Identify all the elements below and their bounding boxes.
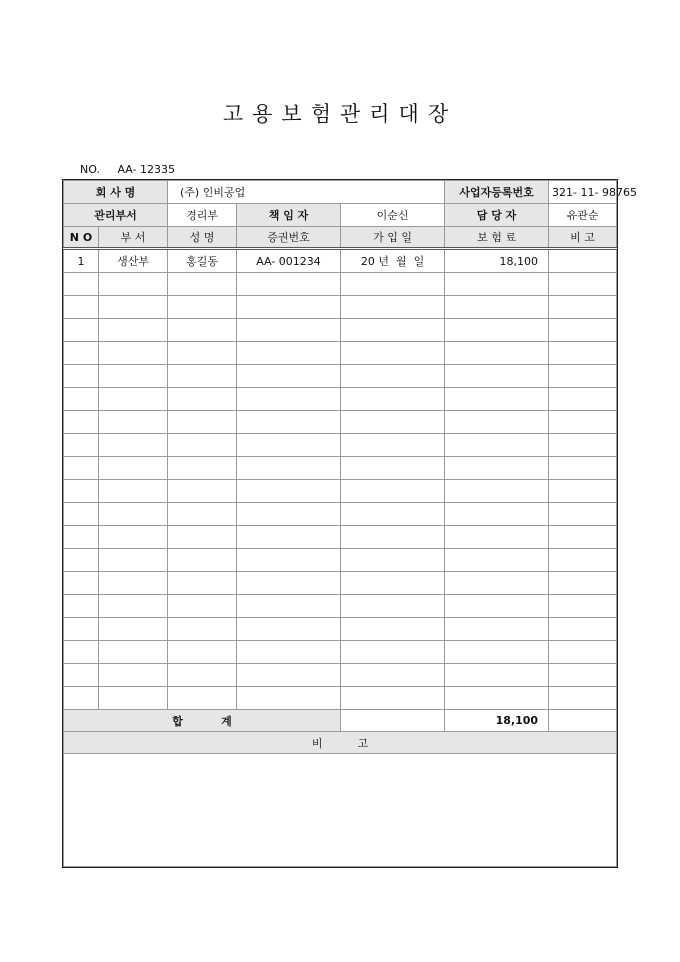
department-row (64, 204, 617, 227)
empty-cell (445, 434, 549, 457)
empty-cell (549, 549, 617, 572)
cell-date: 20 년 월 일 (341, 249, 445, 273)
empty-cell (64, 319, 99, 342)
total-label: 합 계 (64, 710, 341, 732)
cell-note (549, 249, 617, 273)
total-amount: 18,100 (445, 710, 549, 732)
empty-cell (168, 549, 237, 572)
empty-cell (445, 411, 549, 434)
company-label: 회 사 명 (64, 181, 168, 204)
column-header: 부 서 (99, 227, 168, 249)
empty-cell (64, 595, 99, 618)
empty-table-row (64, 572, 617, 595)
column-header-row (64, 227, 617, 249)
empty-cell (549, 503, 617, 526)
remarks-label: 비 고 (64, 732, 617, 754)
empty-cell (445, 687, 549, 710)
empty-cell (341, 503, 445, 526)
document-number (80, 163, 189, 176)
cell-policy: AA- 001234 (237, 249, 341, 273)
doc-no-label: NO. (80, 163, 100, 176)
staff-value: 유관순 (549, 204, 617, 227)
empty-cell (549, 641, 617, 664)
empty-cell (341, 388, 445, 411)
empty-cell (341, 618, 445, 641)
cell-no: 1 (64, 249, 99, 273)
empty-cell (237, 503, 341, 526)
empty-cell (237, 549, 341, 572)
empty-cell (237, 572, 341, 595)
empty-cell (237, 618, 341, 641)
empty-cell (237, 388, 341, 411)
empty-cell (64, 273, 99, 296)
empty-cell (64, 641, 99, 664)
empty-cell (64, 687, 99, 710)
empty-cell (237, 457, 341, 480)
empty-table-row (64, 480, 617, 503)
empty-cell (64, 526, 99, 549)
empty-cell (237, 480, 341, 503)
empty-cell (99, 664, 168, 687)
empty-cell (99, 319, 168, 342)
empty-cell (341, 273, 445, 296)
empty-cell (99, 526, 168, 549)
column-header: 가 입 일 (341, 227, 445, 249)
empty-cell (549, 365, 617, 388)
empty-cell (341, 434, 445, 457)
empty-table-row (64, 457, 617, 480)
empty-cell (237, 273, 341, 296)
cell-premium: 18,100 (445, 249, 549, 273)
empty-cell (237, 526, 341, 549)
empty-cell (549, 664, 617, 687)
empty-table-row (64, 641, 617, 664)
empty-cell (64, 480, 99, 503)
empty-cell (99, 457, 168, 480)
empty-cell (168, 526, 237, 549)
empty-cell (168, 388, 237, 411)
empty-cell (99, 641, 168, 664)
company-row (64, 181, 617, 204)
empty-cell (64, 503, 99, 526)
empty-cell (549, 480, 617, 503)
empty-cell (445, 618, 549, 641)
empty-cell (168, 411, 237, 434)
empty-cell (237, 664, 341, 687)
empty-table-row (64, 664, 617, 687)
empty-cell (445, 296, 549, 319)
empty-cell (549, 319, 617, 342)
total-blank (341, 710, 445, 732)
empty-cell (99, 296, 168, 319)
empty-cell (168, 687, 237, 710)
empty-cell (64, 664, 99, 687)
empty-cell (549, 411, 617, 434)
empty-cell (341, 572, 445, 595)
empty-cell (445, 641, 549, 664)
empty-cell (237, 595, 341, 618)
empty-cell (445, 388, 549, 411)
remarks-header-row (64, 732, 617, 754)
empty-cell (168, 319, 237, 342)
total-row (64, 710, 617, 732)
empty-cell (99, 411, 168, 434)
insurance-ledger-table (63, 180, 637, 867)
empty-cell (168, 572, 237, 595)
remarks-row (64, 754, 617, 867)
empty-cell (549, 618, 617, 641)
empty-cell (99, 595, 168, 618)
column-header: 비 고 (549, 227, 617, 249)
empty-table-row (64, 687, 617, 710)
empty-cell (549, 273, 617, 296)
empty-cell (341, 365, 445, 388)
empty-cell (99, 480, 168, 503)
empty-cell (341, 319, 445, 342)
empty-cell (445, 457, 549, 480)
column-header: 증권번호 (237, 227, 341, 249)
empty-cell (549, 595, 617, 618)
empty-cell (168, 434, 237, 457)
department-label: 관리부서 (64, 204, 168, 227)
empty-cell (445, 365, 549, 388)
empty-cell (99, 687, 168, 710)
empty-cell (64, 388, 99, 411)
empty-cell (64, 572, 99, 595)
column-header: 성 명 (168, 227, 237, 249)
empty-cell (64, 296, 99, 319)
column-header: N O (64, 227, 99, 249)
empty-cell (341, 549, 445, 572)
empty-cell (445, 480, 549, 503)
empty-table-row (64, 342, 617, 365)
empty-cell (168, 342, 237, 365)
empty-cell (549, 296, 617, 319)
manager-label: 책 임 자 (237, 204, 341, 227)
empty-cell (445, 664, 549, 687)
empty-cell (99, 549, 168, 572)
empty-table-row (64, 595, 617, 618)
empty-cell (64, 342, 99, 365)
empty-cell (341, 342, 445, 365)
empty-cell (99, 434, 168, 457)
empty-cell (549, 342, 617, 365)
empty-cell (168, 457, 237, 480)
empty-table-row (64, 549, 617, 572)
empty-cell (445, 595, 549, 618)
empty-cell (99, 503, 168, 526)
empty-cell (99, 342, 168, 365)
department-value: 경리부 (168, 204, 237, 227)
registration-value: 321- 11- 98765 (549, 181, 617, 204)
total-note (549, 710, 617, 732)
empty-cell (64, 411, 99, 434)
doc-no-value: AA- 12335 (117, 163, 176, 176)
empty-cell (445, 503, 549, 526)
empty-cell (341, 480, 445, 503)
empty-cell (549, 687, 617, 710)
empty-cell (341, 526, 445, 549)
column-header: 보 험 료 (445, 227, 549, 249)
empty-cell (237, 687, 341, 710)
empty-cell (64, 549, 99, 572)
empty-cell (168, 365, 237, 388)
empty-cell (168, 641, 237, 664)
empty-cell (64, 434, 99, 457)
company-value: (주) 인비공업 (168, 181, 445, 204)
empty-cell (64, 618, 99, 641)
empty-table-row (64, 503, 617, 526)
empty-cell (341, 595, 445, 618)
empty-table-row (64, 411, 617, 434)
empty-table-row (64, 618, 617, 641)
empty-cell (99, 572, 168, 595)
staff-label: 담 당 자 (445, 204, 549, 227)
empty-table-row (64, 388, 617, 411)
empty-cell (341, 687, 445, 710)
empty-cell (168, 618, 237, 641)
empty-cell (549, 572, 617, 595)
empty-cell (549, 457, 617, 480)
empty-table-row (64, 434, 617, 457)
cell-dept: 생산부 (99, 249, 168, 273)
empty-cell (445, 526, 549, 549)
table-row (64, 249, 617, 273)
empty-cell (237, 296, 341, 319)
cell-name: 홍길동 (168, 249, 237, 273)
empty-cell (64, 457, 99, 480)
empty-cell (99, 388, 168, 411)
empty-cell (237, 434, 341, 457)
remarks-area[interactable] (64, 754, 617, 867)
empty-cell (64, 365, 99, 388)
empty-cell (168, 503, 237, 526)
document-title: 고용보험관리대장 (222, 102, 458, 126)
empty-cell (445, 549, 549, 572)
empty-cell (99, 273, 168, 296)
empty-cell (341, 664, 445, 687)
empty-cell (341, 411, 445, 434)
empty-cell (341, 641, 445, 664)
empty-cell (549, 434, 617, 457)
empty-table-row (64, 296, 617, 319)
empty-cell (168, 273, 237, 296)
empty-cell (168, 480, 237, 503)
empty-cell (237, 641, 341, 664)
empty-cell (237, 319, 341, 342)
empty-table-row (64, 365, 617, 388)
empty-cell (168, 664, 237, 687)
empty-cell (445, 319, 549, 342)
empty-cell (237, 342, 341, 365)
registration-label: 사업자등록번호 (445, 181, 549, 204)
empty-cell (549, 526, 617, 549)
empty-cell (445, 572, 549, 595)
empty-cell (168, 296, 237, 319)
empty-cell (99, 365, 168, 388)
empty-cell (549, 388, 617, 411)
manager-value: 이순신 (341, 204, 445, 227)
empty-table-row (64, 273, 617, 296)
empty-cell (445, 273, 549, 296)
empty-cell (341, 296, 445, 319)
empty-table-row (64, 526, 617, 549)
empty-cell (237, 365, 341, 388)
empty-table-row (64, 319, 617, 342)
empty-cell (168, 595, 237, 618)
empty-cell (341, 457, 445, 480)
empty-cell (237, 411, 341, 434)
empty-cell (99, 618, 168, 641)
empty-cell (445, 342, 549, 365)
